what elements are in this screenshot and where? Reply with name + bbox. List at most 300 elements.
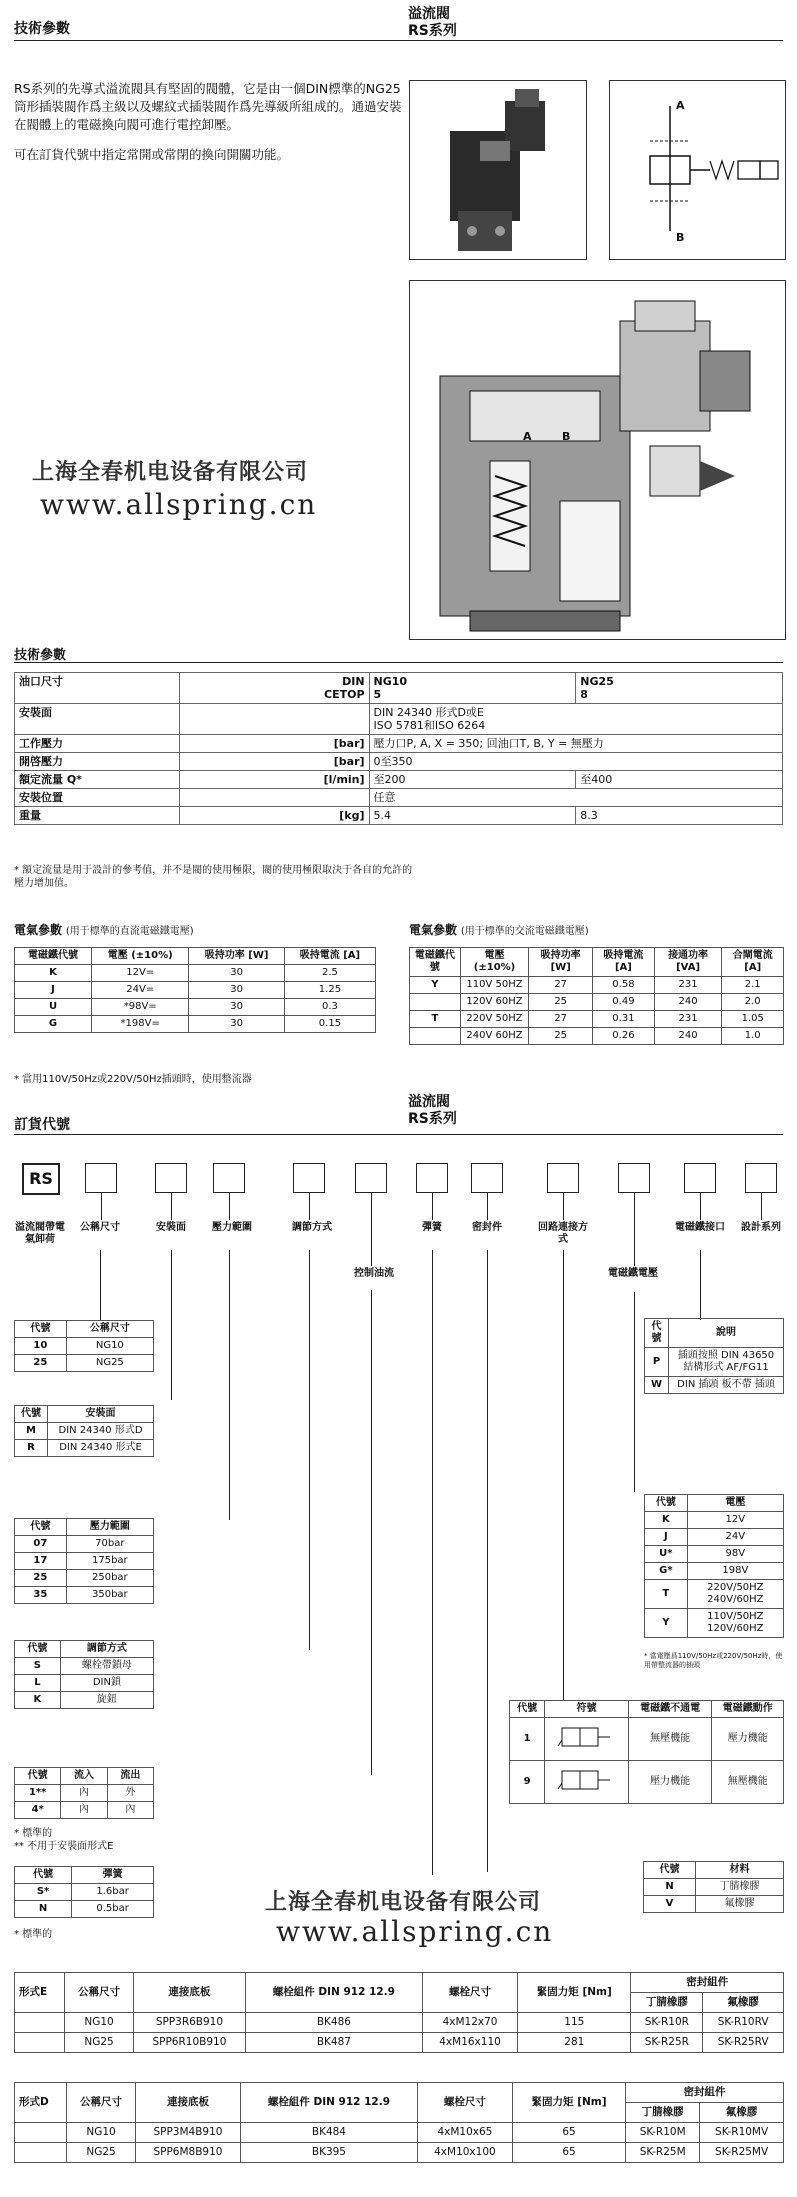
ac-cell: 0.58 bbox=[593, 977, 655, 994]
connector-cell: 插頭按照 DIN 43650 結構形式 AF/FG11 bbox=[669, 1348, 784, 1377]
ac-table bbox=[409, 947, 784, 1045]
tech-label: 重量 bbox=[15, 807, 180, 825]
adjust-cell: 螺栓帶鎖母 bbox=[60, 1658, 153, 1675]
function-symbol-icon bbox=[545, 1761, 629, 1804]
ac-header: 吸持功率 [W] bbox=[529, 948, 593, 977]
ac-header: 電壓 (±10%) bbox=[460, 948, 528, 977]
ac-row bbox=[410, 994, 784, 1011]
mount-th-code: 代號 bbox=[15, 1406, 48, 1423]
intro-paragraph-1: RS系列的先導式溢流閥具有堅固的閥體，它是由一個DIN標準的NG25筒形插裝閥作爲主級以及螺紋式插裝閥作爲先導級所組成的。通過安裝在閥體上的電磁換向閥可進行電控卸壓。 bbox=[14, 81, 402, 132]
tech-title: 技術參數 bbox=[14, 648, 67, 663]
connector-cell: DIN 插頭 板不帶 插頭 bbox=[669, 1377, 784, 1394]
leader-size-down bbox=[100, 1250, 101, 1320]
form-d-cell: 65 bbox=[512, 2143, 625, 2163]
dc-header: 吸持電流 [A] bbox=[284, 948, 375, 965]
label-size: 公稱尺寸 bbox=[80, 1222, 120, 1233]
leader-spring bbox=[432, 1193, 433, 1220]
seal-cell: 丁腈橡膠 bbox=[696, 1879, 784, 1896]
dc-cell: J bbox=[15, 982, 92, 999]
form-e-cell: NG10 bbox=[65, 2013, 134, 2033]
tech-value-ng10: NG10 5 bbox=[369, 673, 576, 704]
flow-row bbox=[15, 1802, 154, 1819]
label-control: 控制油流 bbox=[354, 1268, 394, 1279]
tech-value-ng25: 8.3 bbox=[576, 807, 783, 825]
spring-row bbox=[15, 1901, 154, 1918]
form-e-cell: 115 bbox=[518, 2013, 631, 2033]
size-row bbox=[15, 1355, 154, 1372]
spring-cell: S* bbox=[15, 1884, 72, 1901]
leader-pressure-down bbox=[229, 1250, 230, 1520]
product-photo bbox=[409, 80, 587, 260]
voltage-cell: 220V/50HZ 240V/60HZ bbox=[687, 1580, 783, 1609]
adjust-cell: S bbox=[15, 1658, 61, 1675]
form-e-header: 連接底板 bbox=[133, 1973, 245, 2013]
form-d-spacer bbox=[15, 2123, 67, 2143]
order-box-adjust bbox=[293, 1163, 325, 1193]
voltage-cell: J bbox=[645, 1529, 688, 1546]
form-d-header: 螺栓組件 DIN 912 12.9 bbox=[241, 2083, 418, 2123]
tech-table bbox=[14, 672, 783, 825]
adjust-row bbox=[15, 1658, 154, 1675]
form-e-header: 密封組件 bbox=[631, 1973, 784, 1993]
voltage-cell: Y bbox=[645, 1609, 688, 1638]
dc-row bbox=[15, 999, 376, 1016]
spring-cell: 0.5bar bbox=[72, 1901, 154, 1918]
adjust-cell: 旋鈕 bbox=[60, 1692, 153, 1709]
dc-cell: 30 bbox=[189, 1016, 285, 1033]
hydraulic-symbol bbox=[609, 80, 786, 260]
voltage-row bbox=[645, 1563, 784, 1580]
tech-value-ng25: 至400 bbox=[576, 771, 783, 789]
seal-cell: V bbox=[644, 1896, 696, 1913]
order-box-series bbox=[745, 1163, 777, 1193]
function-th-on: 電磁鐵動作 bbox=[712, 1701, 784, 1718]
ac-cell bbox=[410, 1028, 461, 1045]
label-coil-voltage: 電磁鐵電壓 bbox=[608, 1268, 658, 1279]
form-e-header: 螺栓組件 DIN 912 12.9 bbox=[245, 1973, 422, 2013]
mount-cell: DIN 24340 形式E bbox=[48, 1440, 154, 1457]
form-e-cell: SPP6R10B910 bbox=[133, 2033, 245, 2053]
tech-row bbox=[15, 704, 783, 735]
tech-value-ng10: 5.4 bbox=[369, 807, 576, 825]
tech-unit: DIN CETOP bbox=[179, 673, 369, 704]
pressure-cell: 350bar bbox=[66, 1587, 153, 1604]
function-row bbox=[510, 1718, 784, 1761]
flow-cell: 1** bbox=[15, 1785, 61, 1802]
function-code: 9 bbox=[510, 1761, 545, 1804]
ac-cell: 240V 60HZ bbox=[460, 1028, 528, 1045]
tech-row bbox=[15, 735, 783, 753]
seal-cell: N bbox=[644, 1879, 696, 1896]
form-e-row bbox=[15, 2013, 784, 2033]
spring-cell: 1.6bar bbox=[72, 1884, 154, 1901]
flow-th-in: 流入 bbox=[61, 1768, 107, 1785]
leader-pressure bbox=[229, 1193, 230, 1220]
dc-row bbox=[15, 965, 376, 982]
dc-cell: *198V= bbox=[92, 1016, 189, 1033]
pressure-table bbox=[14, 1518, 154, 1604]
form-d-cell: SK-R25M bbox=[626, 2143, 700, 2163]
function-row bbox=[510, 1761, 784, 1804]
form-d-cell: 4xM10x65 bbox=[417, 2123, 512, 2143]
seal-th-name: 材料 bbox=[696, 1862, 784, 1879]
ac-cell: 120V 60HZ bbox=[460, 994, 528, 1011]
form-d-cell: 4xM10x100 bbox=[417, 2143, 512, 2163]
function-table bbox=[509, 1700, 784, 1804]
mount-row bbox=[15, 1423, 154, 1440]
tech-row bbox=[15, 673, 783, 704]
section-label-b: B bbox=[562, 430, 571, 443]
seal-table bbox=[643, 1861, 784, 1913]
ac-cell: 1.0 bbox=[722, 1028, 784, 1045]
dc-header: 電磁鐵代號 bbox=[15, 948, 92, 965]
order-section-title: 訂貨代號 bbox=[14, 1117, 70, 1133]
size-table bbox=[14, 1320, 154, 1372]
form-d-cell: BK484 bbox=[241, 2123, 418, 2143]
intro-text bbox=[14, 80, 404, 176]
dc-cell: U bbox=[15, 999, 92, 1016]
dc-table bbox=[14, 947, 376, 1033]
pressure-cell: 07 bbox=[15, 1536, 67, 1553]
form-e-spacer bbox=[15, 2033, 65, 2053]
connector-row bbox=[645, 1348, 784, 1377]
flow-cell: 內 bbox=[107, 1802, 153, 1819]
flow-th-code: 代號 bbox=[15, 1768, 61, 1785]
leader-size bbox=[101, 1193, 102, 1220]
leader-control-down bbox=[371, 1290, 372, 1775]
dc-row bbox=[15, 1016, 376, 1033]
form-e-cell: SK-R25RV bbox=[703, 2033, 784, 2053]
form-d-header: 密封組件 bbox=[626, 2083, 784, 2103]
form-e-row bbox=[15, 2033, 784, 2053]
form-d-label: 形式D bbox=[15, 2083, 67, 2123]
ac-cell: 2.1 bbox=[722, 977, 784, 994]
function-on: 無壓機能 bbox=[712, 1761, 784, 1804]
tech-value-ng10: 至200 bbox=[369, 771, 576, 789]
form-e-subheader: 氟橡膠 bbox=[703, 1993, 784, 2013]
dc-cell: 24V= bbox=[92, 982, 189, 999]
leader-series bbox=[761, 1193, 762, 1220]
spring-cell: N bbox=[15, 1901, 72, 1918]
label-adjust: 調節方式 bbox=[292, 1222, 332, 1233]
dc-subtitle: (用于標準的直流電磁鐵電壓) bbox=[65, 926, 194, 937]
pressure-th-name: 壓力範圍 bbox=[66, 1519, 153, 1536]
label-connector: 電磁鐵接口 bbox=[675, 1222, 725, 1233]
leader-seal bbox=[487, 1193, 488, 1220]
tech-row bbox=[15, 771, 783, 789]
ac-cell: 0.26 bbox=[593, 1028, 655, 1045]
adjust-cell: DIN鎖 bbox=[60, 1675, 153, 1692]
pressure-row bbox=[15, 1570, 154, 1587]
flow-cell: 外 bbox=[107, 1785, 153, 1802]
dc-cell: 30 bbox=[189, 965, 285, 982]
tech-row bbox=[15, 807, 783, 825]
flow-cell: 內 bbox=[61, 1802, 107, 1819]
dc-cell: *98V= bbox=[92, 999, 189, 1016]
dc-header: 吸持功率 [W] bbox=[189, 948, 285, 965]
tech-footnote: * 額定流量是用于設計的參考值，并不是閥的使用極限，閥的使用極限取決于各自的允許的壓力增加值。 bbox=[14, 865, 413, 889]
tech-label: 額定流量 Q* bbox=[15, 771, 180, 789]
form-d-row bbox=[15, 2123, 784, 2143]
dc-cell: 1.25 bbox=[284, 982, 375, 999]
adjust-cell: K bbox=[15, 1692, 61, 1709]
pressure-row bbox=[15, 1553, 154, 1570]
leader-circuit bbox=[563, 1193, 564, 1220]
function-off: 壓力機能 bbox=[628, 1761, 712, 1804]
intro-paragraph-2: 可在訂貨代號中指定常開或常閉的換向開關功能。 bbox=[14, 147, 290, 162]
header-rule bbox=[14, 40, 783, 41]
dc-cell: 2.5 bbox=[284, 965, 375, 982]
ac-cell: 231 bbox=[654, 1011, 722, 1028]
tech-label: 開啓壓力 bbox=[15, 753, 180, 771]
flow-th-out: 流出 bbox=[107, 1768, 153, 1785]
voltage-row bbox=[645, 1609, 784, 1638]
order-series-header bbox=[408, 1094, 457, 1128]
function-th-code: 代號 bbox=[510, 1701, 545, 1718]
label-prefix: 溢流閥帶電氣卸荷 bbox=[15, 1222, 65, 1245]
voltage-row bbox=[645, 1529, 784, 1546]
form-d-subheader: 丁腈橡膠 bbox=[626, 2103, 700, 2123]
label-seal: 密封件 bbox=[472, 1222, 502, 1233]
seal-cell: 氟橡膠 bbox=[696, 1896, 784, 1913]
size-th-code: 代號 bbox=[15, 1321, 67, 1338]
voltage-cell: 12V bbox=[687, 1512, 783, 1529]
voltage-table bbox=[644, 1494, 784, 1638]
order-box-connector bbox=[684, 1163, 716, 1193]
form-d-cell: SPP6M8B910 bbox=[135, 2143, 240, 2163]
dc-heading bbox=[14, 921, 194, 938]
watermark-company-2: 上海全春机电设备有限公司 bbox=[265, 1889, 542, 1915]
flow-cell: 內 bbox=[61, 1785, 107, 1802]
order-box-circuit bbox=[547, 1163, 579, 1193]
ac-subtitle: (用于標準的交流電磁鐵電壓) bbox=[460, 926, 589, 937]
spring-row bbox=[15, 1884, 154, 1901]
size-cell: 10 bbox=[15, 1338, 67, 1355]
dc-cell: 0.15 bbox=[284, 1016, 375, 1033]
ac-header: 吸持電流 [A] bbox=[593, 948, 655, 977]
size-cell: NG10 bbox=[66, 1338, 153, 1355]
ac-cell: 25 bbox=[529, 1028, 593, 1045]
seal-row bbox=[644, 1896, 784, 1913]
form-e-cell: 4xM16x110 bbox=[422, 2033, 517, 2053]
leader-adjust bbox=[309, 1193, 310, 1220]
port-a-label: A bbox=[676, 99, 685, 112]
voltage-cell: 198V bbox=[687, 1563, 783, 1580]
leader-circuit-down bbox=[563, 1250, 564, 1700]
ac-cell: 25 bbox=[529, 994, 593, 1011]
tech-unit: [bar] bbox=[179, 735, 369, 753]
dc-cell: G bbox=[15, 1016, 92, 1033]
voltage-th-code: 代號 bbox=[645, 1495, 688, 1512]
tech-value: 任意 bbox=[369, 789, 782, 807]
label-mount: 安裝面 bbox=[156, 1222, 186, 1233]
connector-cell: P bbox=[645, 1348, 669, 1377]
leader-connector bbox=[700, 1193, 701, 1220]
voltage-row bbox=[645, 1546, 784, 1563]
order-series-line1: 溢流閥 bbox=[408, 1094, 450, 1110]
tech-unit: [l/min] bbox=[179, 771, 369, 789]
ac-cell: 240 bbox=[654, 1028, 722, 1045]
form-e-cell: SPP3R6B910 bbox=[133, 2013, 245, 2033]
series-header bbox=[408, 6, 457, 40]
voltage-th-name: 電壓 bbox=[687, 1495, 783, 1512]
series-header-line2: RS系列 bbox=[408, 23, 457, 39]
voltage-cell: U* bbox=[645, 1546, 688, 1563]
form-e-cell: 281 bbox=[518, 2033, 631, 2053]
mount-cell: M bbox=[15, 1423, 48, 1440]
ac-cell: 0.31 bbox=[593, 1011, 655, 1028]
mount-row bbox=[15, 1440, 154, 1457]
ac-cell: 27 bbox=[529, 977, 593, 994]
form-e-cell: 4xM12x70 bbox=[422, 2013, 517, 2033]
dc-title: 電氣參數 bbox=[14, 923, 63, 937]
form-d-cell: SK-R10MV bbox=[700, 2123, 784, 2143]
form-d-subheader: 氟橡膠 bbox=[700, 2103, 784, 2123]
form-d-header: 連接底板 bbox=[135, 2083, 240, 2123]
seal-th-code: 代號 bbox=[644, 1862, 696, 1879]
voltage-cell: 110V/50HZ 120V/60HZ bbox=[687, 1609, 783, 1638]
function-th-symbol: 符號 bbox=[545, 1701, 629, 1718]
tech-value-ng25: NG25 8 bbox=[576, 673, 783, 704]
ac-cell: T bbox=[410, 1011, 461, 1028]
voltage-note: * 當電壓爲110V/50Hz或220V/50Hz時，使用帶整流器的插頭 bbox=[644, 1652, 783, 1669]
form-e-cell: SK-R25R bbox=[631, 2033, 703, 2053]
pressure-cell: 35 bbox=[15, 1587, 67, 1604]
form-d-row bbox=[15, 2143, 784, 2163]
form-d-cell: SK-R25MV bbox=[700, 2143, 784, 2163]
leader-mount bbox=[171, 1193, 172, 1220]
adjust-th-name: 調節方式 bbox=[60, 1641, 153, 1658]
connector-row bbox=[645, 1377, 784, 1394]
form-e-cell: BK486 bbox=[245, 2013, 422, 2033]
function-off: 無壓機能 bbox=[628, 1718, 712, 1761]
dc-cell: 30 bbox=[189, 982, 285, 999]
dc-cell: K bbox=[15, 965, 92, 982]
form-e-spacer bbox=[15, 2013, 65, 2033]
label-pressure: 壓力範圍 bbox=[212, 1222, 252, 1233]
watermark-url-2: www.allspring.cn bbox=[276, 1915, 554, 1948]
pressure-th-code: 代號 bbox=[15, 1519, 67, 1536]
form-d-cell: NG25 bbox=[67, 2143, 136, 2163]
flow-table bbox=[14, 1767, 154, 1819]
sectional-drawing bbox=[409, 280, 786, 640]
tech-row bbox=[15, 789, 783, 807]
page-section-title: 技術參數 bbox=[14, 21, 70, 37]
connector-cell: W bbox=[645, 1377, 669, 1394]
function-on: 壓力機能 bbox=[712, 1718, 784, 1761]
tech-unit: [kg] bbox=[179, 807, 369, 825]
form-e-cell: SK-R10R bbox=[631, 2013, 703, 2033]
ac-row bbox=[410, 1028, 784, 1045]
ac-cell: 110V 50HZ bbox=[460, 977, 528, 994]
pressure-cell: 17 bbox=[15, 1553, 67, 1570]
adjust-th-code: 代號 bbox=[15, 1641, 61, 1658]
flow-note-2: ** 不用于安裝面形式E bbox=[14, 1841, 114, 1852]
flow-cell: 4* bbox=[15, 1802, 61, 1819]
form-e-subheader: 丁腈橡膠 bbox=[631, 1993, 703, 2013]
leader-voltage-down bbox=[634, 1292, 635, 1492]
size-cell: 25 bbox=[15, 1355, 67, 1372]
ac-header: 電磁鐵代號 bbox=[410, 948, 461, 977]
dc-cell: 12V= bbox=[92, 965, 189, 982]
spring-th-name: 彈簧 bbox=[72, 1867, 154, 1884]
form-e-header: 螺栓尺寸 bbox=[422, 1973, 517, 2013]
form-d-cell: NG10 bbox=[67, 2123, 136, 2143]
form-e-cell: BK487 bbox=[245, 2033, 422, 2053]
form-d-header: 緊固力矩 [Nm] bbox=[512, 2083, 625, 2123]
mount-cell: DIN 24340 形式D bbox=[48, 1423, 154, 1440]
pressure-row bbox=[15, 1587, 154, 1604]
connector-table bbox=[644, 1318, 784, 1394]
adjust-table bbox=[14, 1640, 154, 1709]
order-series-line2: RS系列 bbox=[408, 1111, 457, 1127]
connector-th-code: 代號 bbox=[645, 1319, 669, 1348]
order-box-control bbox=[355, 1163, 387, 1193]
order-prefix-box: RS bbox=[22, 1163, 60, 1195]
form-d-cell: BK395 bbox=[241, 2143, 418, 2163]
tech-value: 0至350 bbox=[369, 753, 782, 771]
adjust-row bbox=[15, 1675, 154, 1692]
function-th-off: 電磁鐵不通電 bbox=[628, 1701, 712, 1718]
voltage-cell: 24V bbox=[687, 1529, 783, 1546]
ac-header: 接通功率 [VA] bbox=[654, 948, 722, 977]
ac-cell: 2.0 bbox=[722, 994, 784, 1011]
leader-adjust-down bbox=[309, 1250, 310, 1650]
ac-cell: 240 bbox=[654, 994, 722, 1011]
form-d-table bbox=[14, 2082, 784, 2163]
dc-footnote: * 當用110V/50Hz或220V/50Hz插頭時，使用整流器 bbox=[14, 1074, 252, 1085]
ac-cell: 231 bbox=[654, 977, 722, 994]
tech-label: 油口尺寸 bbox=[15, 673, 180, 704]
mount-table bbox=[14, 1405, 154, 1457]
dc-cell: 30 bbox=[189, 999, 285, 1016]
size-th-name: 公稱尺寸 bbox=[66, 1321, 153, 1338]
function-symbol-icon bbox=[545, 1718, 629, 1761]
connector-th-desc: 說明 bbox=[669, 1319, 784, 1348]
seal-row bbox=[644, 1879, 784, 1896]
pressure-cell: 250bar bbox=[66, 1570, 153, 1587]
form-d-spacer bbox=[15, 2143, 67, 2163]
spring-note: * 標準的 bbox=[14, 1929, 53, 1940]
form-d-header: 公稱尺寸 bbox=[67, 2083, 136, 2123]
mount-th-name: 安裝面 bbox=[48, 1406, 154, 1423]
tech-label: 工作壓力 bbox=[15, 735, 180, 753]
order-box-voltage bbox=[618, 1163, 650, 1193]
dc-header: 電壓 (±10%) bbox=[92, 948, 189, 965]
tech-unit: [bar] bbox=[179, 753, 369, 771]
spring-table bbox=[14, 1866, 154, 1918]
order-box-spring bbox=[416, 1163, 448, 1193]
tech-value: DIN 24340 形式D或E ISO 5781和ISO 6264 bbox=[369, 704, 782, 735]
spring-th-code: 代號 bbox=[15, 1867, 72, 1884]
pressure-cell: 175bar bbox=[66, 1553, 153, 1570]
leader-voltage bbox=[634, 1193, 635, 1266]
pressure-row bbox=[15, 1536, 154, 1553]
ac-heading bbox=[409, 921, 589, 938]
section-label-a: A bbox=[523, 430, 532, 443]
form-d-cell: SK-R10M bbox=[626, 2123, 700, 2143]
adjust-row bbox=[15, 1692, 154, 1709]
flow-note-1: * 標準的 bbox=[14, 1828, 53, 1839]
ac-cell: Y bbox=[410, 977, 461, 994]
flow-row bbox=[15, 1785, 154, 1802]
ac-row bbox=[410, 977, 784, 994]
order-rule bbox=[14, 1134, 783, 1135]
form-e-cell: SK-R10RV bbox=[703, 2013, 784, 2033]
ac-cell: 0.49 bbox=[593, 994, 655, 1011]
watermark-url: www.allspring.cn bbox=[40, 488, 318, 521]
pressure-cell: 70bar bbox=[66, 1536, 153, 1553]
